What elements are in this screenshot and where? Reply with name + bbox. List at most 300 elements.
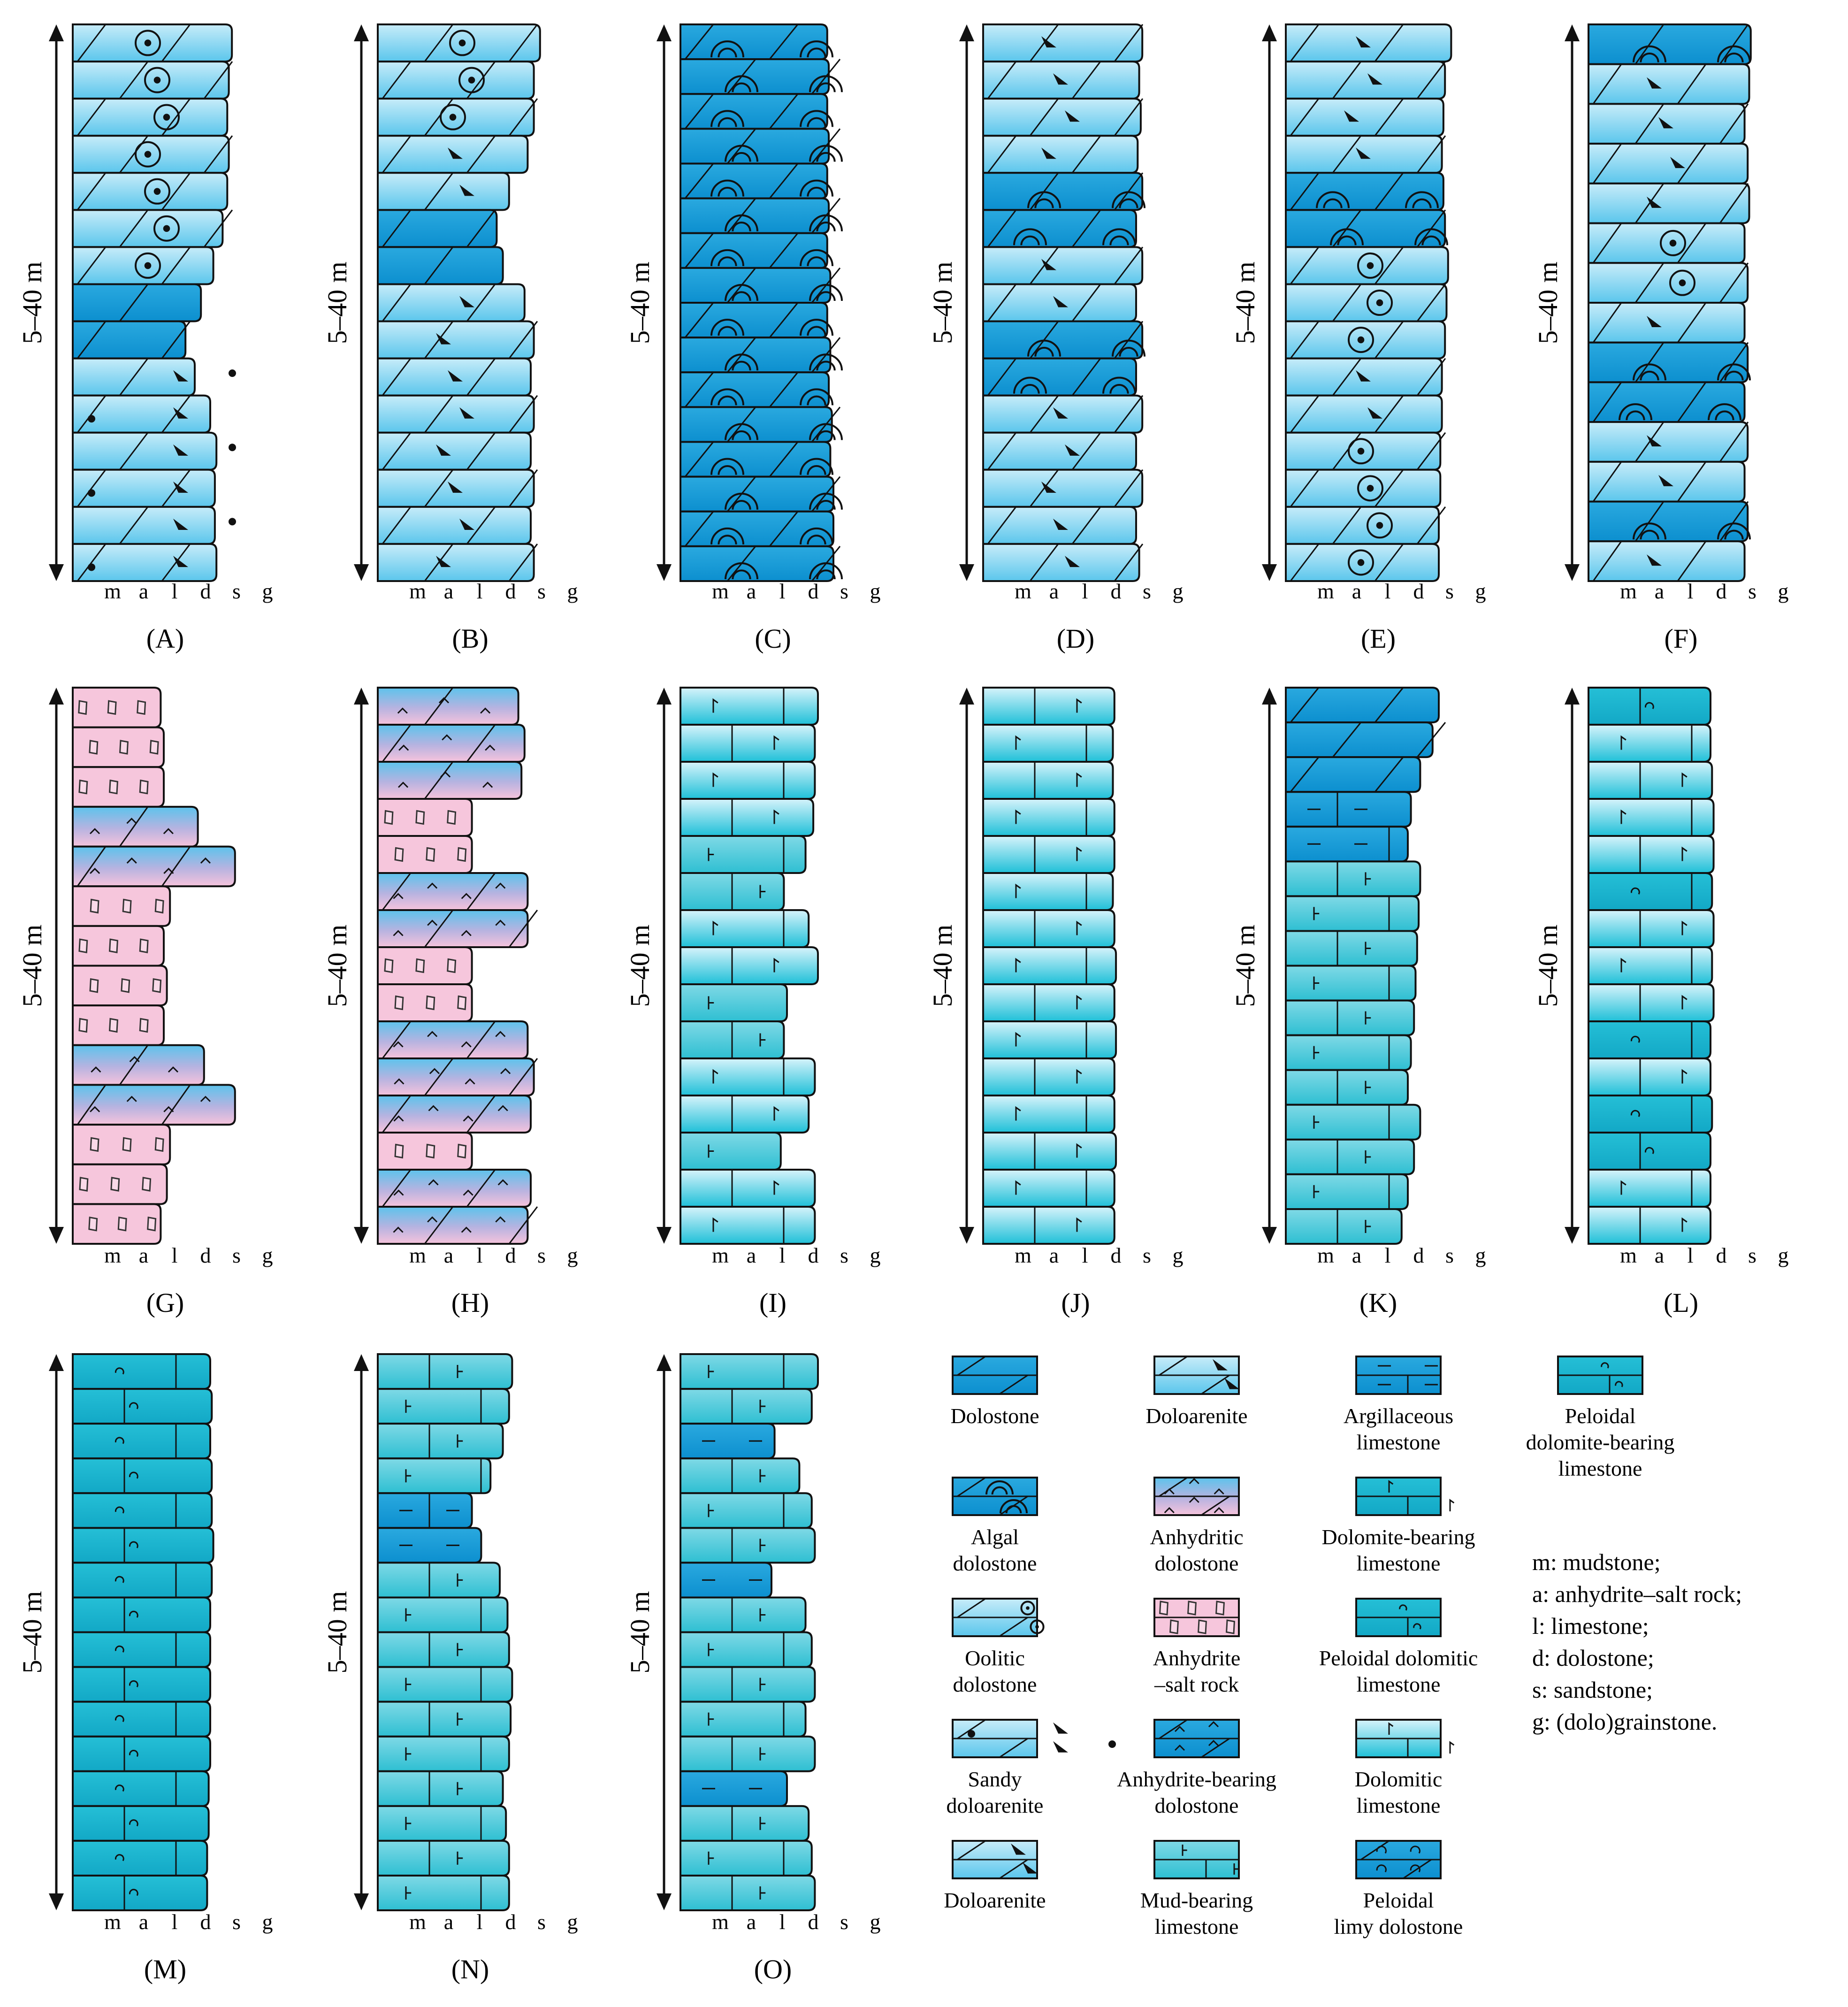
layer-algal <box>983 210 1136 247</box>
layer-mud-ls <box>378 1667 512 1702</box>
axis-tick-d: d <box>1413 1243 1424 1267</box>
axis-tick-a: a <box>1654 579 1665 603</box>
layer-doloarenite <box>983 396 1143 433</box>
layer-argillaceous <box>1286 827 1408 861</box>
legend-label: Anhydrite-bearing <box>1117 1767 1276 1791</box>
thickness-scale-arrow <box>657 688 672 1244</box>
layer-oolitic <box>73 210 232 247</box>
layer-mud-ls <box>680 1528 815 1563</box>
layer-doloarenite <box>1286 136 1445 173</box>
layer-mud-ls <box>378 1389 509 1424</box>
legend-swatch <box>953 1478 1037 1515</box>
layer-algal <box>680 442 832 477</box>
legend-item-anhydrite-bearing <box>1117 1720 1276 1817</box>
layer-doloarenite <box>983 284 1136 321</box>
axis-tick-g: g <box>262 1910 273 1934</box>
layer-doloarenite <box>1588 104 1748 144</box>
thickness-scale-arrow <box>959 24 974 581</box>
layer-doloarenite <box>1588 64 1749 104</box>
layer-doloarenite <box>1588 144 1748 184</box>
thickness-scale-arrow <box>657 1354 672 1910</box>
layer-doloarenite <box>1286 359 1445 396</box>
legend-label: Peloidal <box>1565 1404 1636 1428</box>
column-g <box>17 688 273 1318</box>
layer-anhydrite-salt <box>73 886 170 926</box>
legend-swatch <box>953 1720 1116 1757</box>
layer-argillaceous <box>1286 792 1411 827</box>
layer-dolomitic-ls <box>983 1170 1115 1207</box>
axis-tick-s: s <box>1143 579 1151 603</box>
layer-doloarenite <box>983 136 1138 173</box>
axis-tick-m: m <box>1317 1243 1334 1267</box>
layer-oolitic <box>73 99 227 136</box>
column-c <box>625 24 881 654</box>
layer-anhydritic <box>378 1170 531 1207</box>
layer-mud-ls <box>680 1806 809 1841</box>
layer-anhydritic <box>73 1045 204 1085</box>
layer-anhydrite-salt <box>73 1005 164 1045</box>
axis-tick-l: l <box>476 1910 483 1934</box>
layer-anhydrite-salt <box>378 799 472 836</box>
column-label-n: (N) <box>451 1954 489 1984</box>
axis-tick-g: g <box>567 579 578 603</box>
layer-dolomitic-ls <box>1588 836 1714 873</box>
legend-swatch <box>953 1599 1044 1636</box>
thickness-scale-arrow <box>49 688 64 1244</box>
grain-size-axis <box>409 1910 578 1934</box>
legend-label: limestone <box>1356 1430 1441 1454</box>
layer-dolomitic-ls <box>983 947 1116 984</box>
axis-tick-m: m <box>712 579 729 603</box>
layer-anhydrite-salt <box>73 966 167 1006</box>
thickness-scale-arrow <box>49 24 64 581</box>
layer-sandy <box>73 470 215 507</box>
layer-algal <box>1588 502 1750 542</box>
layer-dolomitic-ls <box>680 910 809 947</box>
layer-mud-ls <box>680 1354 818 1389</box>
layer-algal <box>1588 343 1750 383</box>
legend-label: dolostone <box>1154 1551 1239 1575</box>
grain-size-axis <box>104 1243 273 1267</box>
layer-dolomitic-ls <box>1588 947 1712 984</box>
layer-anhydrite-salt <box>378 836 472 873</box>
legend-item-sandy <box>947 1720 1116 1817</box>
layer-mud-ls <box>378 1806 506 1841</box>
column-d <box>927 24 1184 654</box>
axis-tick-d: d <box>808 1910 819 1934</box>
layer-dolomitic-ls <box>983 762 1113 799</box>
layer-doloarenite <box>983 247 1143 284</box>
layer-mud-ls <box>378 1737 509 1771</box>
thickness-scale-label: 5–40 m <box>322 924 352 1007</box>
axis-tick-g: g <box>567 1910 578 1934</box>
thickness-scale-label: 5–40 m <box>1230 261 1260 344</box>
column-label-b: (B) <box>452 623 489 654</box>
axis-tick-m: m <box>712 1910 729 1934</box>
axis-tick-g: g <box>1172 1243 1184 1267</box>
axis-tick-d: d <box>505 579 516 603</box>
layer-peloidal-dolomitic <box>73 1632 210 1667</box>
layer-peloidal-dolomitic <box>73 1841 207 1876</box>
legend-label: dolostone <box>1154 1793 1239 1817</box>
axis-tick-s: s <box>232 1910 241 1934</box>
axis-tick-a: a <box>1352 579 1362 603</box>
layer-peloidal-dolomitic <box>73 1354 210 1389</box>
layer-dolomitic-ls <box>680 1058 815 1095</box>
legend-label: Algal <box>970 1525 1019 1549</box>
axis-tick-a: a <box>1049 1243 1059 1267</box>
axis-tick-a: a <box>138 579 149 603</box>
legend-label: limestone <box>1356 1551 1441 1575</box>
layer-mud-ls <box>378 1458 490 1493</box>
axis-tick-l: l <box>476 579 483 603</box>
layer-mud-ls <box>1286 1001 1414 1035</box>
thickness-scale-arrow <box>354 1354 369 1910</box>
layer-algal <box>1588 24 1751 64</box>
layer-dolomitic-ls <box>983 799 1115 836</box>
thickness-scale-arrow <box>1565 688 1580 1244</box>
legend-label: dolomite-bearing <box>1526 1430 1675 1454</box>
grain-size-axis <box>1015 579 1183 603</box>
axis-tick-m: m <box>1317 579 1334 603</box>
column-label-f: (F) <box>1664 623 1698 654</box>
layer-oolitic <box>1588 263 1748 303</box>
thickness-scale-label: 5–40 m <box>17 1591 47 1674</box>
layer-peloidal-dolomitic <box>73 1737 210 1771</box>
axis-tick-g: g <box>1475 1243 1486 1267</box>
axis-tick-s: s <box>840 1910 848 1934</box>
grain-size-axis <box>712 1910 880 1934</box>
layer-anhydritic <box>73 1085 235 1125</box>
axis-tick-g: g <box>870 1243 881 1267</box>
layer-dolostone <box>1286 722 1445 757</box>
layer-dolomitic-ls <box>1588 910 1714 947</box>
layer-mud-ls <box>680 1667 815 1702</box>
axis-tick-m: m <box>104 1910 121 1934</box>
axis-tick-d: d <box>1110 579 1122 603</box>
thickness-scale-label: 5–40 m <box>625 1591 655 1674</box>
axis-tick-l: l <box>476 1243 483 1267</box>
legend-label: dolostone <box>953 1672 1037 1696</box>
layer-dolomitic-ls <box>983 873 1113 910</box>
axis-tick-s: s <box>1143 1243 1151 1267</box>
legend-swatch <box>1356 1478 1454 1515</box>
axis-tick-g: g <box>1475 579 1486 603</box>
column-label-d: (D) <box>1056 623 1095 654</box>
thickness-scale-arrow <box>657 24 672 581</box>
axis-tick-m: m <box>409 579 426 603</box>
axis-tick-s: s <box>1748 1243 1756 1267</box>
layer-doloarenite <box>1588 422 1748 462</box>
axis-tick-d: d <box>505 1910 516 1934</box>
layer-peloidal-dolomitic <box>73 1389 212 1424</box>
layer-peloidal-dolomitic <box>1588 1095 1712 1133</box>
column-b <box>322 24 578 654</box>
layer-anhydrite-salt <box>73 1204 160 1244</box>
layer-mud-ls <box>378 1424 503 1458</box>
legend-label: limestone <box>1356 1793 1441 1817</box>
axis-tick-l: l <box>1384 579 1391 603</box>
layer-oolitic <box>1286 322 1445 359</box>
axis-tick-a: a <box>138 1243 149 1267</box>
layer-mud-ls <box>680 1632 812 1667</box>
axis-tick-l: l <box>171 579 178 603</box>
layer-doloarenite <box>1286 99 1443 136</box>
abbreviation-line: a: anhydrite–salt rock; <box>1532 1581 1742 1607</box>
layer-peloidal-dolomitic <box>73 1702 210 1737</box>
layer-dolomitic-ls <box>983 1058 1115 1095</box>
layer-dolomitic-ls <box>983 1095 1115 1133</box>
axis-tick-g: g <box>1172 579 1184 603</box>
legend-label: doloarenite <box>946 1793 1044 1817</box>
layer-doloarenite <box>1588 184 1749 223</box>
column-label-m: (M) <box>144 1954 187 1984</box>
layer-mud-ls <box>378 1702 511 1737</box>
axis-tick-a: a <box>1352 1243 1362 1267</box>
layer-dolomitic-ls <box>983 1133 1116 1170</box>
legend-swatch <box>1154 1599 1239 1636</box>
column-o <box>625 1354 881 1984</box>
layer-doloarenite <box>378 470 537 507</box>
legend-item-argillaceous <box>1344 1356 1453 1454</box>
legend-label: Dolomitic <box>1354 1767 1443 1791</box>
axis-tick-s: s <box>1445 579 1454 603</box>
layer-dolomitic-ls <box>983 910 1115 947</box>
layer-peloidal-dolomitic <box>1588 1021 1711 1058</box>
axis-tick-d: d <box>808 1243 819 1267</box>
grain-size-axis <box>1620 579 1788 603</box>
legend-label: Argillaceous <box>1343 1404 1454 1428</box>
layer-doloarenite <box>378 544 537 581</box>
layer-algal <box>680 59 842 94</box>
column-a <box>17 24 273 654</box>
legend-swatch <box>1356 1841 1441 1878</box>
column-n <box>322 1354 578 1984</box>
axis-tick-a: a <box>1654 1243 1665 1267</box>
axis-tick-g: g <box>1778 1243 1789 1267</box>
column-i <box>625 688 881 1318</box>
legend-label: limy dolostone <box>1334 1915 1463 1938</box>
layer-dolostone <box>378 210 496 247</box>
layer-anhydrite-salt <box>73 926 164 966</box>
grain-size-axis <box>1015 1243 1183 1267</box>
layer-anhydritic <box>378 873 527 910</box>
layer-mud-ls <box>1286 896 1419 931</box>
axis-tick-d: d <box>200 579 211 603</box>
legend-swatch <box>1154 1720 1239 1757</box>
layer-doloarenite <box>1286 24 1451 61</box>
layer-peloidal-dolomitic <box>73 1597 210 1632</box>
axis-tick-l: l <box>1082 1243 1088 1267</box>
legend-item-doloarenite <box>944 1841 1046 1912</box>
layer-dolomitic-ls <box>680 1095 809 1133</box>
layer-oolitic <box>1286 433 1445 470</box>
abbreviation-line: l: limestone; <box>1532 1613 1649 1639</box>
legend-swatch <box>1154 1841 1239 1878</box>
abbreviation-line: g: (dolo)grainstone. <box>1532 1708 1718 1735</box>
legend-label: Dolostone <box>950 1404 1039 1428</box>
layer-mud-ls <box>680 1021 784 1058</box>
column-label-e: (E) <box>1360 623 1396 654</box>
layer-dolomitic-ls <box>983 1207 1115 1244</box>
layer-oolitic <box>1286 284 1447 321</box>
layer-dolomitic-ls <box>1588 799 1714 836</box>
layer-mud-ls <box>680 1737 815 1771</box>
thickness-scale-label: 5–40 m <box>17 924 47 1007</box>
legend-label: Anhydrite <box>1153 1646 1241 1670</box>
layer-anhydrite-salt <box>73 688 160 728</box>
legend-item-doloarenite <box>1145 1356 1247 1428</box>
legend-item-mud-ls <box>1140 1841 1253 1938</box>
legend-label: Peloidal <box>1363 1888 1434 1912</box>
legend-swatch <box>1154 1478 1239 1515</box>
column-label-k: (K) <box>1359 1287 1397 1318</box>
thickness-scale-arrow <box>354 24 369 581</box>
axis-tick-d: d <box>1716 1243 1727 1267</box>
axis-tick-s: s <box>840 1243 848 1267</box>
column-h <box>322 688 578 1318</box>
legend-item-dolostone <box>950 1356 1039 1428</box>
axis-tick-a: a <box>746 1910 756 1934</box>
layer-sandy <box>73 507 236 544</box>
layer-mud-ls <box>378 1841 509 1876</box>
layer-mud-ls <box>680 1597 806 1632</box>
layer-dolostone <box>1286 688 1439 722</box>
layer-algal <box>680 129 842 163</box>
axis-tick-a: a <box>1049 579 1059 603</box>
layer-mud-ls <box>1286 966 1416 1001</box>
layer-dolomitic-ls <box>680 947 818 984</box>
axis-tick-m: m <box>104 1243 121 1267</box>
grain-size-axis <box>1317 579 1486 603</box>
layer-algal <box>680 303 832 337</box>
layer-mud-ls <box>680 1458 799 1493</box>
layer-mud-ls <box>378 1632 509 1667</box>
layer-dolomitic-ls <box>680 799 813 836</box>
layer-doloarenite <box>1588 303 1745 343</box>
column-label-a: (A) <box>146 623 184 654</box>
layer-doloarenite <box>983 507 1136 544</box>
axis-tick-s: s <box>537 1910 546 1934</box>
layer-dolomitic-ls <box>680 1207 815 1244</box>
legend-swatch <box>953 1356 1037 1394</box>
axis-tick-d: d <box>200 1243 211 1267</box>
abbreviation-line: s: sandstone; <box>1532 1677 1653 1703</box>
layer-doloarenite <box>983 433 1136 470</box>
layer-algal <box>983 322 1145 359</box>
axis-tick-l: l <box>1384 1243 1391 1267</box>
legend-item-peloidal-dolomitic <box>1319 1599 1478 1696</box>
axis-tick-l: l <box>1687 579 1694 603</box>
layer-anhydritic <box>378 1021 527 1058</box>
thickness-scale-arrow <box>1262 24 1277 581</box>
grain-size-axis <box>1620 1243 1788 1267</box>
layer-dolomitic-ls <box>1588 762 1712 799</box>
abbreviation-line: d: dolostone; <box>1532 1645 1654 1671</box>
layer-anhydrite-salt <box>378 1133 472 1170</box>
layer-dolomitic-ls <box>983 836 1115 873</box>
grain-size-axis <box>409 579 578 603</box>
axis-tick-a: a <box>443 1910 454 1934</box>
layer-dolostone <box>1286 757 1420 792</box>
column-label-i: (I) <box>759 1287 787 1318</box>
axis-tick-g: g <box>262 579 273 603</box>
column-l <box>1533 688 1789 1318</box>
axis-tick-m: m <box>409 1243 426 1267</box>
axis-tick-m: m <box>409 1910 426 1934</box>
layer-argillaceous <box>680 1771 787 1806</box>
layer-oolitic <box>1286 507 1445 544</box>
axis-tick-s: s <box>1748 579 1756 603</box>
layer-argillaceous <box>378 1528 481 1563</box>
layer-anhydrite-salt <box>378 947 472 984</box>
layer-mud-ls <box>680 1876 815 1910</box>
grain-size-axis <box>712 1243 880 1267</box>
layer-doloarenite <box>1286 396 1442 433</box>
layer-mud-ls <box>680 1389 812 1424</box>
layer-anhydrite-salt <box>73 728 164 767</box>
legend-label: Doloarenite <box>1145 1404 1248 1428</box>
column-m <box>17 1354 273 1984</box>
layer-anhydritic <box>378 910 537 947</box>
layer-mud-ls <box>680 873 784 910</box>
layer-doloarenite <box>378 396 537 433</box>
column-label-o: (O) <box>754 1954 792 1984</box>
axis-tick-g: g <box>870 579 881 603</box>
layer-oolitic <box>1588 223 1745 263</box>
abbreviation-key <box>1532 1549 1742 1735</box>
layer-oolitic <box>73 61 232 99</box>
layer-mud-ls <box>378 1876 509 1910</box>
layer-anhydritic <box>73 807 198 847</box>
axis-tick-m: m <box>1015 1243 1031 1267</box>
thickness-scale-label: 5–40 m <box>927 924 958 1007</box>
legend-label: limestone <box>1154 1915 1239 1938</box>
layer-mud-ls <box>1286 861 1420 896</box>
layer-peloidal-dolomitic <box>1588 1133 1711 1170</box>
layer-oolitic <box>73 173 227 210</box>
abbreviation-line: m: mudstone; <box>1532 1549 1661 1575</box>
layer-mud-ls <box>680 1133 781 1170</box>
axis-tick-l: l <box>779 1910 786 1934</box>
layer-anhydritic <box>378 762 521 799</box>
legend-label: Dolomite-bearing <box>1321 1525 1475 1549</box>
layer-doloarenite <box>983 24 1143 61</box>
layer-algal <box>680 199 842 233</box>
layer-dolostone <box>73 284 201 321</box>
layer-peloidal-dolomitic <box>73 1667 210 1702</box>
column-j <box>927 688 1184 1318</box>
thickness-scale-arrow <box>1262 688 1277 1244</box>
thickness-scale-label: 5–40 m <box>322 261 352 344</box>
layer-dolomitic-ls <box>680 725 815 762</box>
layer-mud-ls <box>680 1493 812 1528</box>
layer-peloidal-dolomitic <box>73 1771 209 1806</box>
layer-doloarenite <box>378 284 525 321</box>
layer-peloidal-dolomitic <box>73 1424 210 1458</box>
layer-anhydritic <box>378 688 519 725</box>
legend-swatch <box>1356 1599 1441 1636</box>
layer-anhydritic <box>378 1095 531 1133</box>
layer-anhydritic <box>378 1058 537 1095</box>
layer-dolomitic-ls <box>680 688 818 725</box>
layer-argillaceous <box>680 1563 771 1597</box>
layer-mud-ls <box>1286 1070 1408 1105</box>
layer-doloarenite <box>378 173 509 210</box>
axis-tick-s: s <box>232 579 241 603</box>
grain-size-axis <box>712 579 880 603</box>
axis-tick-g: g <box>567 1243 578 1267</box>
